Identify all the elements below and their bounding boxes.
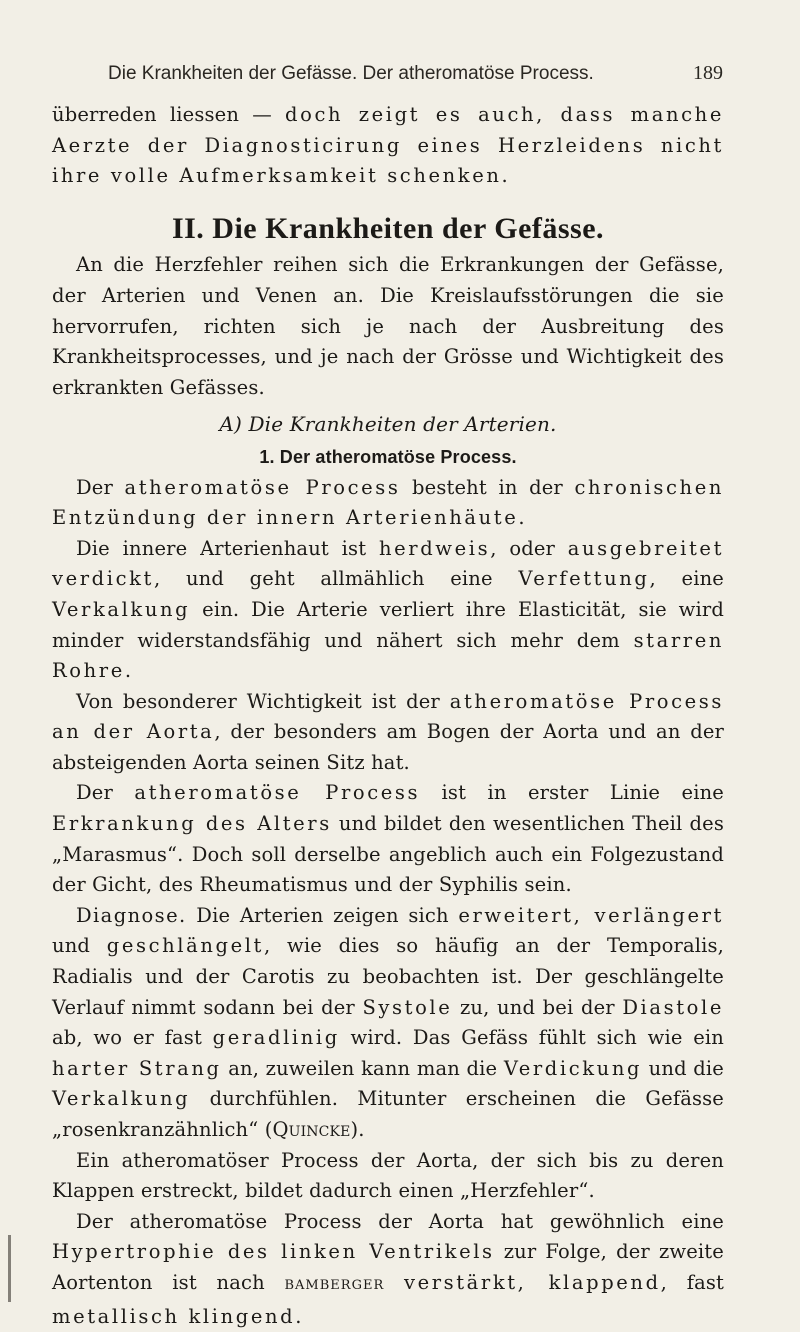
subsection-heading: A) Die Krankheiten der Arterien.	[219, 412, 557, 437]
text-run: und die	[642, 1056, 724, 1080]
emphasis-text: Verkalkung	[52, 1087, 191, 1111]
paragraph-definition	[52, 473, 724, 534]
text-run: ein. Die Arterie verliert ihre Elasticität, sie wird minder widerstandsfähig und nähert sich mehr dem	[52, 597, 724, 652]
paragraph-continuation	[52, 100, 724, 192]
emphasis-text: doch zeigt es auch, dass manche Aerzte der Diagnosticirung eines Herzleidens nicht ihre volle Aufmerksamkeit schenken.	[52, 103, 724, 188]
text-run: Der atheromatöse Process der Aorta hat gewöhnlich eine	[76, 1209, 724, 1233]
section-heading: II. Die Krankheiten der Gefässe.	[171, 211, 605, 245]
author-name: Quincke	[272, 1118, 351, 1141]
emphasis-text: Erkrankung des Alters	[52, 812, 332, 836]
paragraph-valves: Ein atheromatöser Process der Aorta, der sich bis zu deren Klappen erstreckt, bildet dadurch einen „Herzfehler“.	[52, 1148, 724, 1203]
text-run: , fast	[660, 1270, 724, 1294]
text-run: wird. Das Gefäss fühlt sich wie ein	[339, 1026, 724, 1050]
text-run: an, zuweilen kann man die	[221, 1056, 504, 1080]
emphasis-text: starren Rohre.	[52, 628, 724, 683]
text-run: Der	[76, 475, 125, 499]
author-name: BAMBERGER	[284, 1277, 385, 1293]
text-run: und bildet den wesentlichen Theil des „Marasmus“. Doch soll derselbe angeblich auch ein Folgezustand der Gicht, des Rheumatismus und der Syphilis sein.	[52, 812, 724, 897]
subsubsection-heading: 1. Der atheromatöse Process.	[259, 446, 517, 467]
text-run: , eine	[649, 567, 724, 591]
emphasis-text: Systole	[362, 995, 453, 1019]
text-run: besteht in der	[400, 475, 575, 499]
text-run: zu, und bei der	[452, 995, 623, 1019]
page-body	[52, 100, 724, 1332]
emphasis-text: metallisch klingend.	[52, 1304, 304, 1328]
paragraph-etiology	[52, 778, 724, 900]
paragraph-aorta	[52, 687, 724, 779]
text-run: , der besonders am Bogen der Aorta und an der absteigenden Aorta seinen Sitz hat.	[52, 720, 725, 774]
emphasis-text: chronischen Entzündung der innern Arterienhäute.	[52, 475, 724, 530]
emphasis-text: erweitert, verlängert	[458, 903, 724, 927]
text-run: Von besonderer Wichtigkeit ist der	[76, 689, 450, 713]
text-run: Die Arterien zeigen sich	[186, 903, 459, 927]
paragraph-pathology	[52, 534, 724, 687]
text-run: zur Folge, der zweite Aortenton ist nach	[52, 1240, 724, 1294]
emphasis-text: geschlängelt	[106, 934, 264, 958]
emphasis-text: Verfettung	[518, 567, 650, 591]
paragraph-diagnosis	[52, 901, 724, 1146]
emphasis-text: Verdickung	[503, 1056, 643, 1080]
emphasis-text: harter Strang	[52, 1056, 222, 1080]
text-run: ).	[350, 1118, 365, 1141]
emphasis-text: Diastole	[622, 995, 724, 1019]
text-run: Der	[76, 781, 135, 805]
text-run: ab, wo er fast	[52, 1026, 213, 1050]
running-title: Die Krankheiten der Gefässe. Der atheromatöse Process.	[108, 63, 594, 84]
text-run: und	[52, 934, 107, 958]
emphasis-text: Hypertrophie des linken Ventrikels	[52, 1240, 495, 1264]
emphasis-text: ausgebreitet verdickt	[52, 536, 725, 591]
emphasis-text: atheromatöse Process	[124, 475, 401, 499]
emphasis-text: herdweis	[379, 536, 491, 560]
text-run: überreden liessen —	[52, 103, 286, 126]
paragraph-hypertrophy	[52, 1207, 724, 1332]
emphasis-text: atheromatöse Process an der Aorta	[52, 689, 724, 744]
emphasis-text: Diagnose.	[76, 903, 187, 927]
emphasis-text: Verkalkung	[52, 597, 191, 621]
emphasis-text: verstärkt, klappend	[403, 1270, 661, 1294]
text-run: ist in erster Linie eine	[420, 781, 725, 805]
text-run: , oder	[490, 536, 568, 560]
emphasis-text: geradlinig	[212, 1026, 340, 1050]
text-run: , und geht allmählich eine	[153, 567, 519, 591]
text-run: , wie dies so häufig an der Temporalis, Radialis und der Carotis zu beobachten ist. Der geschlängelte Verlauf nimmt sodann bei der	[52, 934, 725, 1019]
text-run: Die innere Arterienhaut ist	[76, 536, 379, 560]
paragraph-intro: An die Herzfehler reihen sich die Erkrankungen der Gefässe, der Arterien und Venen an. Die Kreislaufsstörungen die sie hervorrufen, richten sich je nach der Ausbreitung des Krankheitsprocesses, und je nach der Grösse und Wichtigkeit des erkrankten Gefässes.	[52, 253, 724, 399]
text-run: durchfühlen. Mitunter erscheinen die Gefässe „rosenkranzähnlich“ (	[52, 1087, 724, 1141]
text-run	[384, 1271, 404, 1294]
running-header	[108, 62, 723, 85]
page-edge-mark	[8, 1235, 11, 1302]
page-number: 189	[693, 62, 723, 84]
emphasis-text: atheromatöse Process	[134, 781, 421, 805]
